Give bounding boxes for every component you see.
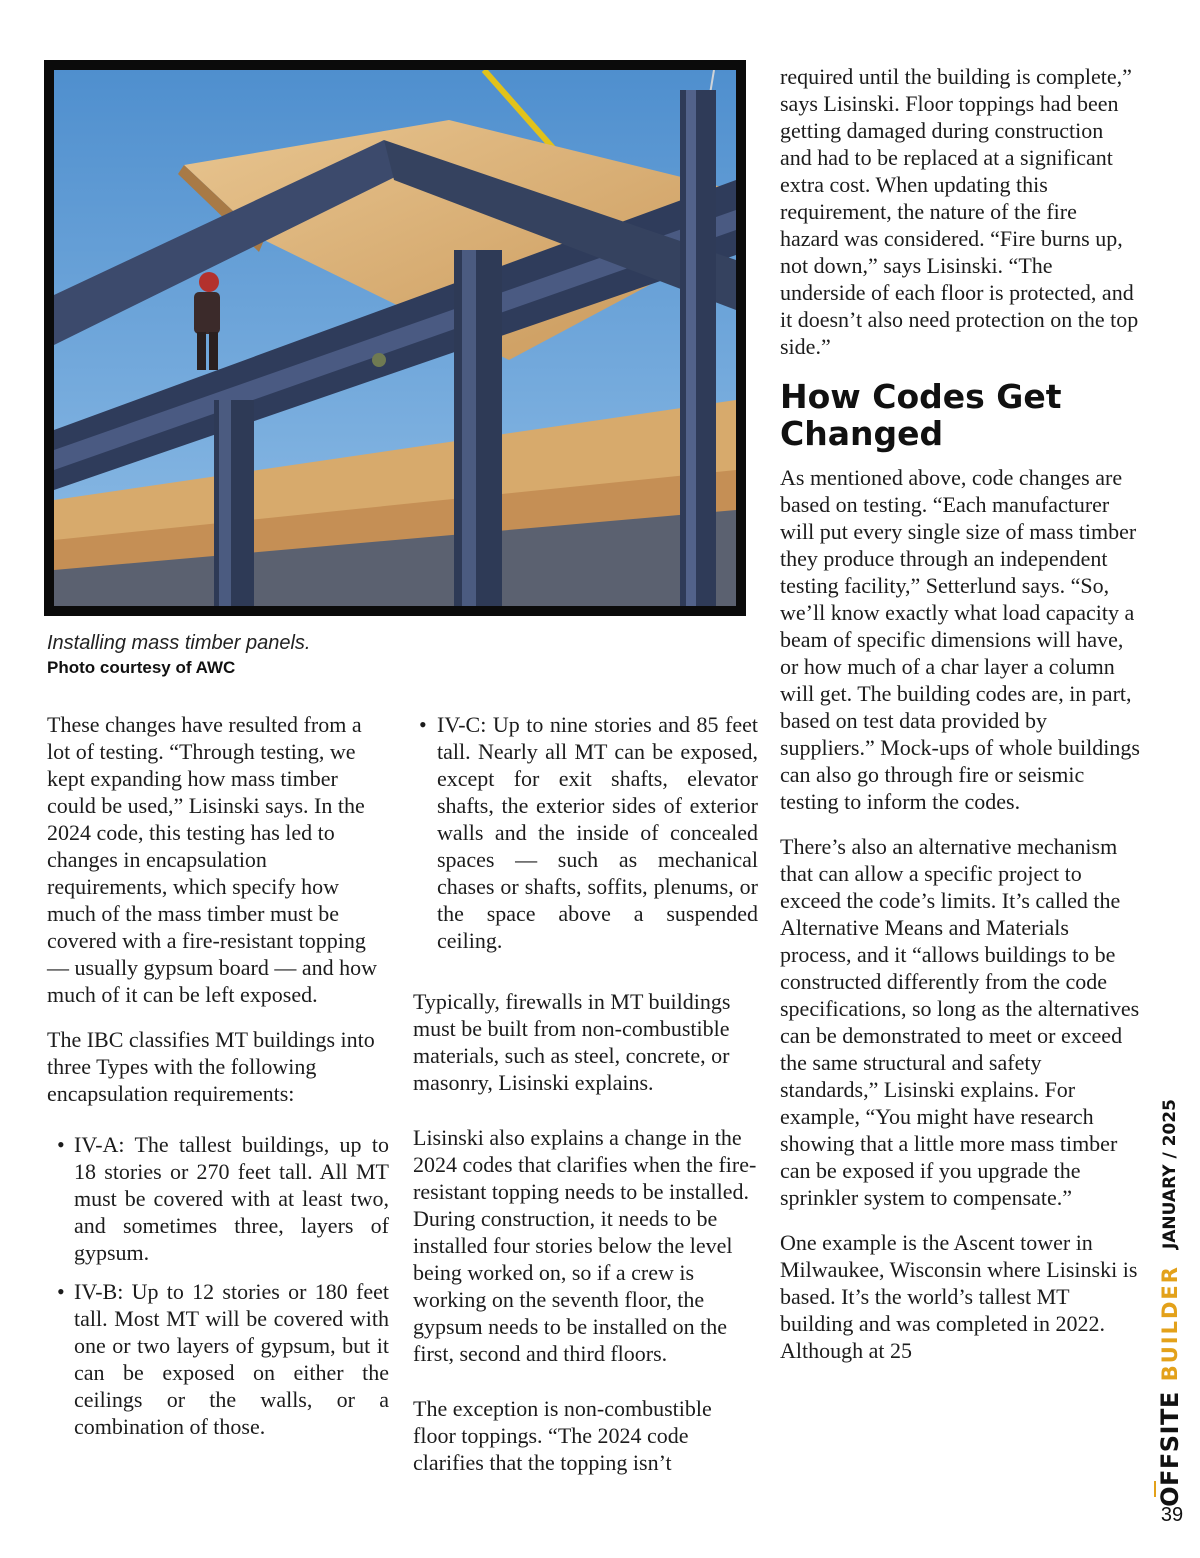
caption-text: Installing mass timber panels. xyxy=(47,632,311,654)
paragraph: The IBC classifies MT buildings into three Types with the following encapsulation requirements: xyxy=(47,1027,375,1106)
brand-logo-offsite: OFFSITE xyxy=(1156,1391,1185,1507)
paragraph: Lisinski also explains a change in the 2024 codes that clarifies when the fire-resistant topping needs to be installed. During construction, it needs to be installed four stories below the level being worked on, so if a crew is working on the seventh floor, the gypsum needs to be installed on the first, second and third floors. xyxy=(413,1125,757,1366)
photo-caption xyxy=(47,630,547,680)
photo-credit: Photo courtesy of AWC xyxy=(47,658,236,677)
type-list xyxy=(47,1131,389,1440)
brand-logo-builder: BUILDER xyxy=(1158,1265,1183,1382)
page-number: 39 xyxy=(1160,1504,1184,1526)
paragraph: required until the building is complete,” says Lisinski. Floor toppings had been getting damaged during construction and had to be replaced at a significant extra cost. When updating this requirement, the nature of the fire hazard was considered. “Fire burns up, not down,” says Lisinski. “The underside of each floor is protected, and it doesn’t also need protection on the top side.” xyxy=(780,64,1139,359)
list-item: • IV-C: Up to nine stories and 85 feet tall. Nearly all MT can be exposed, except for exit shafts, elevator shafts, the exterior sides of exterior walls and the inside of concealed spaces — such as mechanical chases or shafts, soffits, plenums, or the space above a suspended ceiling. xyxy=(411,711,758,954)
paragraph: One example is the Ascent tower in Milwaukee, Wisconsin where Lisinski is based. It’s the world’s tallest MT building and was completed in 2022. Although at 25 xyxy=(780,1230,1138,1363)
type-list-continued xyxy=(411,711,758,954)
magazine-sidebar xyxy=(1148,1099,1192,1507)
article-column-1 xyxy=(47,711,389,1460)
page-divider xyxy=(1154,1481,1156,1497)
construction-photo-icon xyxy=(54,70,736,606)
article-photo xyxy=(44,60,746,616)
section-heading: How Codes Get Changed xyxy=(780,377,1062,453)
paragraph: As mentioned above, code changes are based on testing. “Each manufacturer will put every single size of mass timber they produce through an independent testing facility,” Setterlund says. “So, we’ll know exactly what load capacity a beam of specific dimensions will have, or how much of a char layer a column will get. The building codes are, in part, based on test data provided by suppliers.” Mock-ups of whole buildings can also go through fire or seismic testing to inform the codes. xyxy=(780,465,1140,814)
paragraph: The exception is non-combustible floor toppings. “The 2024 code clarifies that the topping isn’t xyxy=(413,1396,712,1475)
paragraph: These changes have resulted from a lot of testing. “Through testing, we kept expanding how mass timber could be used,” Lisinski says. In the 2024 code, this testing has led to changes in encapsulation requirements, which specify how much of the mass timber must be covered with a fire-resistant topping — usually gypsum board — and how much of it can be left exposed. xyxy=(47,712,377,1007)
issue-date: JANUARY / 2025 xyxy=(1160,1099,1181,1250)
article-column-2 xyxy=(413,711,758,1504)
paragraph: There’s also an alternative mechanism that can allow a specific project to exceed the code’s limits. It’s called the Alternative Means and Materials process, and it “allows buildings to be constructed differently from the code specifications, so long as the alternatives can be demonstrated to meet or exceed the same structural and safety standards,” Lisinski explains. For example, “You might have research showing that a little more mass timber can be exposed if you upgrade the sprinkler system to compensate.” xyxy=(780,834,1140,1210)
list-item: • IV-B: Up to 12 stories or 180 feet tall. Most MT will be covered with one or two layers of gypsum, but it can be exposed on either the ceilings or the walls, or a combination of those. xyxy=(47,1278,389,1440)
list-item: • IV-A: The tallest buildings, up to 18 stories or 270 feet tall. All MT must be covered with at least two, and sometimes three, layers of gypsum. xyxy=(47,1131,389,1266)
article-column-3 xyxy=(780,63,1140,1382)
paragraph: Typically, firewalls in MT buildings must be built from non-combustible materials, such as steel, concrete, or masonry, Lisinski explains. xyxy=(413,989,731,1095)
